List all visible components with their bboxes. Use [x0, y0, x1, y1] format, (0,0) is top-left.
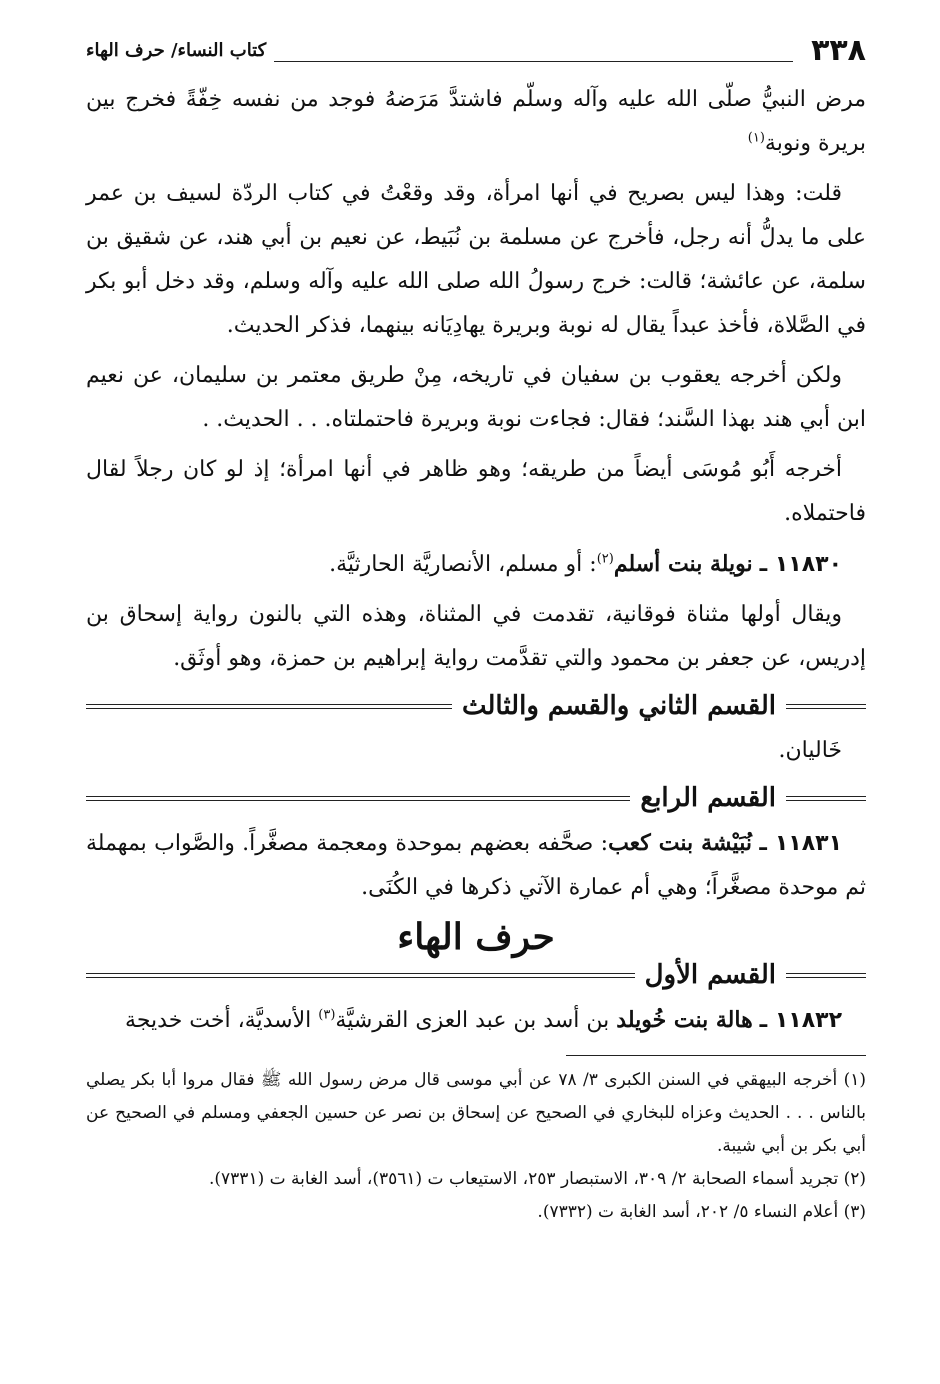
entry-11830: [86, 542, 866, 587]
footnote-separator: [566, 1055, 866, 1056]
section-rule-tail: [86, 796, 630, 801]
section-rule-tail: [86, 704, 452, 709]
entry-name: هالة بنت خُويلد: [616, 1007, 753, 1033]
book-page: [86, 28, 866, 1229]
footnotes: [86, 1064, 866, 1229]
section-heading-first: [86, 960, 866, 990]
header-rule: [274, 61, 793, 62]
section-heading-second-third: [86, 691, 866, 721]
section-title: القسم الرابع: [640, 783, 776, 813]
entry-11830-note: ويقال أولها مثناة فوقانية، تقدمت في المثناة، وهذه التي بالنون رواية إسحاق بن إدريس، عن جعفر بن محمود والتي تقدَّمت رواية إبراهيم بن حمزة، وهو أوثَق.: [86, 602, 866, 671]
footnote-2: (٢) تجريد أسماء الصحابة ٢/ ٣٠٩، الاستبصار ٢٥٣، الاستيعاب ت (٣٥٦١)، أسد الغابة ت (٧٣٣١).: [209, 1169, 866, 1189]
page-header: [86, 28, 866, 72]
entry-number: ١١٨٣٠ ـ: [759, 552, 842, 577]
footnote-ref-1[interactable]: (١): [747, 130, 765, 146]
entry-name: نُبَيْشة بنت كعب: [608, 830, 752, 856]
footnote-1: (١) أخرجه البيهقي في السنن الكبرى ٣/ ٧٨ عن أبي موسى قال مرض رسول الله ﷺ فقال مروا أبا بكر يصلي بالناس . . . الحديث وعزاه للبخاري في الصحيح عن إسحاق بن نصر عن حسين الجعفي ومسلم في الصحيح عن أبي بكر بن أبي شيبة.: [86, 1070, 866, 1156]
paragraph-3: ولكن أخرجه يعقوب بن سفيان في تاريخه، مِنْ طريق معتمر بن سليمان، عن نعيم ابن أبي هند بهذا السَّند؛ فقال: فجاءت نوبة وبريرة فاحتملتاه. . . الحديث. .: [86, 363, 866, 432]
section-heading-fourth: [86, 783, 866, 813]
paragraph-1: [86, 78, 866, 166]
paragraph-4: أخرجه أَبُو مُوسَى أيضاً من طريقه؛ وهو ظاهر في أنها امرأة؛ إذ لو كان رجلاً لقال فاحتملاه.: [86, 457, 866, 526]
paragraph-1-text: مرض النبيُّ صلّى الله عليه وآله وسلّم فاشتدَّ مَرَضهُ فوجد من نفسه خِفّةً فخرج بين بريرة ونوبة: [86, 87, 866, 156]
running-title: كتاب النساء/ حرف الهاء: [86, 39, 267, 61]
entry-number: ١١٨٣١ ـ: [759, 831, 842, 856]
section-rule-lead: [786, 973, 866, 978]
section-title: القسم الثاني والقسم والثالث: [461, 691, 776, 721]
paragraph-2: قلت: وهذا ليس بصريح في أنها امرأة، وقد وقعْتُ في كتاب الردّة لسيف بن عمر على ما يدلُّ أنه رجل، فأخرج عن مسلمة بن نُبَيط، عن نعيم بن أبي هند، عن شقيق بن سلمة، عن عائشة؛ قالت: خرج رسولُ الله صلى الله عليه وآله وسلم، وقد دخل أبو بكر في الصَّلاة، فأخذ عبداً يقال له نوبة وبريرة يهادِيَانه بينهما، فذكر الحديث.: [86, 181, 866, 338]
footnote-3: (٣) أعلام النساء ٥/ ٢٠٢، أسد الغابة ت (٧٣٣٢).: [537, 1202, 866, 1222]
entry-name: نويلة بنت أسلم: [613, 551, 753, 577]
page-number: ٣٣٨: [811, 32, 866, 68]
entry-11831: [86, 821, 866, 910]
entry-number: ١١٨٣٢ ـ: [759, 1008, 842, 1033]
entry-text: : أو مسلم، الأنصاريَّة الحارثيَّة.: [329, 552, 597, 577]
entry-text: : صحَّفه بعضهم بموحدة ومعجمة مصغَّراً. والصَّواب بمهملة ثم موحدة مصغَّراً؛ وهي أم عمارة الآتي ذكرها في الكُنَى.: [86, 831, 866, 900]
section-rule-lead: [786, 704, 866, 709]
entry-text-after: الأسديَّة، أخت خديجة: [125, 1008, 312, 1033]
entry-text-before: بن أسد بن عبد العزى القرشيَّة: [335, 1008, 610, 1033]
section-title: القسم الأول: [644, 960, 776, 990]
footnote-ref-2[interactable]: (٢): [596, 551, 614, 567]
footnote-ref-3[interactable]: (٣): [318, 1007, 336, 1023]
entry-11832: [86, 998, 866, 1043]
section-rule-lead: [786, 796, 866, 801]
section-empty-note: خَاليان.: [778, 738, 842, 763]
letter-heading: حرف الهاء: [397, 916, 555, 958]
section-rule-tail: [86, 973, 635, 978]
